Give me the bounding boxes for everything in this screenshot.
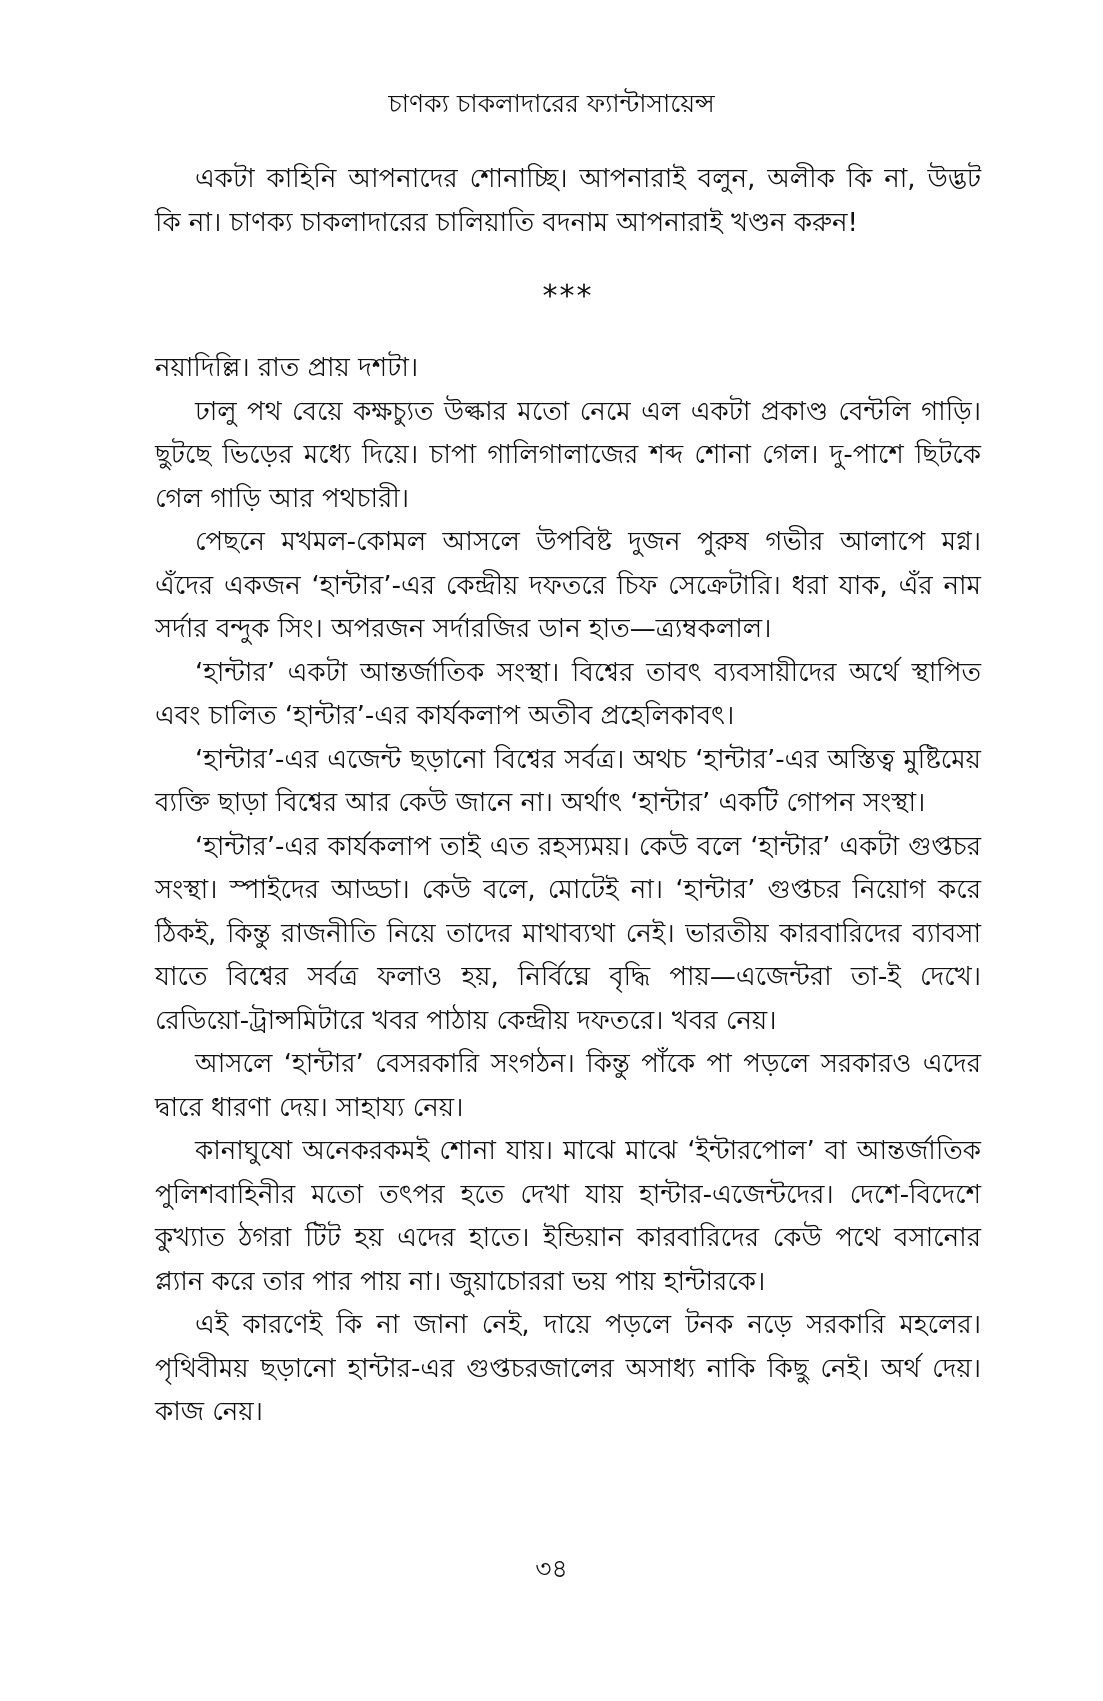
running-header: চাণক্য চাকলাদারের ফ্যান্টাসায়েন্স — [388, 89, 715, 118]
section-separator: *** — [542, 279, 594, 314]
page-number: ৩৪ — [535, 1554, 568, 1583]
page-body — [155, 158, 981, 1435]
paragraph: পেছনে মখমল-কোমল আসলে উপবিষ্ট দুজন পুরুষ গভীর আলাপে মগ্ন। এঁদের একজন ‘হান্টার’-এর কেন্দ্রীয় দফতরে চিফ সেক্রেটারি। ধরা যাক, এঁর নাম সর্দার বন্দুক সিং। অপরজন সর্দারজির ডান হাত—ত্র্যম্বকলাল। — [155, 527, 981, 644]
paragraph: নয়াদিল্লি। রাত প্রায় দশটা। — [155, 353, 419, 383]
intro-paragraph: একটা কাহিনি আপনাদের শোনাচ্ছি। আপনারাই বলুন, অলীক কি না, উদ্ভট কি না। চাণক্য চাকলাদারের চালিয়াতি বদনাম আপনারাই খণ্ডন করুন! — [155, 164, 981, 238]
paragraph: ‘হান্টার’ একটা আন্তর্জাতিক সংস্থা। বিশ্বের তাবৎ ব্যবসায়ীদের অর্থে স্থাপিত এবং চালিত ‘হান্টার’-এর কার্যকলাপ অতীব প্রহেলিকাবৎ। — [155, 657, 981, 731]
paragraph: ‘হান্টার’-এর কার্যকলাপ তাই এত রহস্যময়। কেউ বলে ‘হান্টার’ একটা গুপ্তচর সংস্থা। স্পাইদের আড্ডা। কেউ বলে, মোটেই না। ‘হান্টার’ গুপ্তচর নিয়োগ করে ঠিকই, কিন্তু রাজনীতি নিয়ে তাদের মাথাব্যথা নেই। ভারতীয় কারবারিদের ব্যাবসা যাতে বিশ্বের সর্বত্র ফলাও হয়, নির্বিঘ্নে বৃদ্ধি পায়—এজেন্টরা তা-ই দেখে। রেডিয়ো-ট্রান্সমিটারে খবর পাঠায় কেন্দ্রীয় দফতরে। খবর নেয়। — [155, 831, 981, 1036]
paragraph: আসলে ‘হান্টার’ বেসরকারি সংগঠন। কিন্তু পাঁকে পা পড়লে সরকারও এদের দ্বারে ধারণা দেয়। সাহায্য নেয়। — [155, 1049, 981, 1123]
paragraph: ঢালু পথ বেয়ে কক্ষচ্যুত উল্কার মতো নেমে এল একটা প্রকাণ্ড বেন্টলি গাড়ি। ছুটছে ভিড়ের মধ্যে দিয়ে। চাপা গালিগালাজের শব্দ শোনা গেল। দু-পাশে ছিটকে গেল গাড়ি আর পথচারী। — [155, 396, 981, 514]
paragraph: এই কারণেই কি না জানা নেই, দায়ে পড়লে টনক নড়ে সরকারি মহলের। পৃথিবীময় ছড়ানো হান্টার-এর গুপ্তচরজালের অসাধ্য নাকি কিছু নেই। অর্থ দেয়। কাজ নেয়। — [155, 1310, 981, 1427]
paragraph: কানাঘুষো অনেকরকমই শোনা যায়। মাঝে মাঝে ‘ইন্টারপোল’ বা আন্তর্জাতিক পুলিশবাহিনীর মতো তৎপর হতে দেখা যায় হান্টার-এজেন্টদের। দেশে-বিদেশে কুখ্যাত ঠগরা টিট হয় এদের হাতে। ইন্ডিয়ান কারবারিদের কেউ পথে বসানোর প্ল্যান করে তার পার পায় না। জুয়াচোররা ভয় পায় হান্টারকে। — [155, 1136, 981, 1297]
paragraph: ‘হান্টার’-এর এজেন্ট ছড়ানো বিশ্বের সর্বত্র। অথচ ‘হান্টার’-এর অস্তিত্ব মুষ্টিমেয় ব্যক্তি ছাড়া বিশ্বের আর কেউ জানে না। অর্থাৎ ‘হান্টার’ একটি গোপন সংস্থা। — [155, 744, 981, 818]
